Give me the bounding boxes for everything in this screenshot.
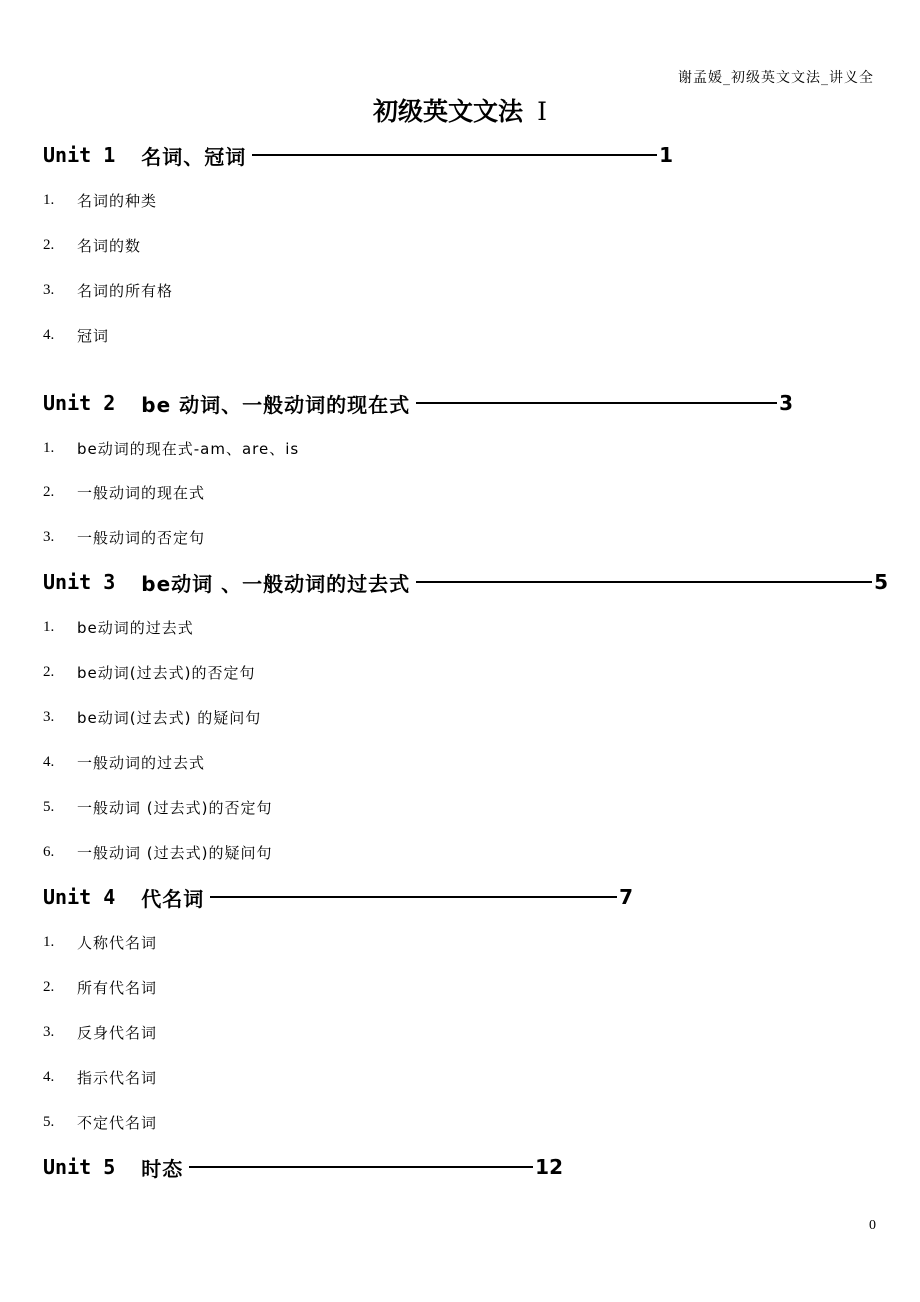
- unit-number: Unit 3: [43, 570, 116, 594]
- item-index: 4.: [43, 326, 55, 343]
- item-index: 1.: [43, 618, 55, 635]
- toc-item: [43, 840, 272, 864]
- unit-name: be动词 、一般动词的过去式: [141, 571, 411, 596]
- leader-line: [189, 1166, 533, 1168]
- toc-item: [43, 480, 205, 504]
- item-index: 3.: [43, 1023, 55, 1040]
- leader-line: [416, 581, 872, 583]
- unit-heading: [43, 882, 633, 912]
- unit-heading: [43, 1152, 563, 1182]
- toc-item: [43, 795, 272, 819]
- page-number: 0: [869, 1218, 876, 1233]
- unit-page-number: 1: [659, 143, 673, 167]
- toc-item: [43, 930, 157, 954]
- leader-line: [416, 402, 777, 404]
- item-text: 名词的种类: [77, 191, 158, 210]
- item-index: 4.: [43, 1068, 55, 1085]
- item-text: 指示代名词: [77, 1068, 158, 1087]
- unit-name: 代名词: [141, 886, 205, 911]
- toc-item: [43, 233, 141, 257]
- toc-item: [43, 1065, 157, 1089]
- toc-item: [43, 278, 173, 302]
- unit-number: Unit 4: [43, 885, 116, 909]
- item-index: 2.: [43, 483, 55, 500]
- document-title: [0, 92, 920, 128]
- item-text: 名词的数: [77, 236, 142, 255]
- item-text: 一般动词的过去式: [77, 753, 206, 772]
- toc-item: [43, 188, 157, 212]
- item-text: 一般动词的现在式: [77, 483, 206, 502]
- item-text: 一般动词 (过去式)的否定句: [77, 798, 273, 817]
- unit-page-number: 3: [779, 391, 793, 415]
- unit-name: 名词、冠词: [141, 144, 247, 169]
- item-text: 冠词: [77, 326, 110, 345]
- toc-item: [43, 975, 157, 999]
- unit-heading: [43, 567, 888, 597]
- item-text: 反身代名词: [77, 1023, 158, 1042]
- unit-name: 时态: [141, 1156, 184, 1181]
- item-index: 1.: [43, 439, 55, 456]
- item-text: 名词的所有格: [77, 281, 174, 300]
- item-index: 3.: [43, 528, 55, 545]
- item-text: 不定代名词: [77, 1113, 158, 1132]
- item-text: be动词(过去式)的否定句: [77, 663, 256, 682]
- item-index: 2.: [43, 663, 55, 680]
- item-text: 人称代名词: [77, 933, 158, 952]
- toc-item: [43, 436, 299, 460]
- toc-item: [43, 323, 109, 347]
- leader-line: [210, 896, 617, 898]
- item-index: 1.: [43, 933, 55, 950]
- toc-item: [43, 705, 261, 729]
- unit-number: Unit 2: [43, 391, 116, 415]
- running-header: 谢孟媛_初级英文文法_讲义全: [678, 70, 874, 86]
- item-index: 6.: [43, 843, 55, 860]
- leader-line: [252, 154, 657, 156]
- item-index: 2.: [43, 978, 55, 995]
- unit-page-number: 5: [874, 570, 888, 594]
- item-text: 一般动词的否定句: [77, 528, 206, 547]
- item-index: 3.: [43, 281, 55, 298]
- item-text: be动词的现在式-am、are、is: [77, 439, 300, 458]
- item-index: 5.: [43, 798, 55, 815]
- toc-item: [43, 615, 194, 639]
- item-text: 一般动词 (过去式)的疑问句: [77, 843, 273, 862]
- toc-item: [43, 660, 255, 684]
- unit-number: Unit 5: [43, 1155, 116, 1179]
- item-index: 5.: [43, 1113, 55, 1130]
- unit-page-number: 12: [535, 1155, 563, 1179]
- title-text: 初级英文文法: [373, 97, 524, 126]
- toc-item: [43, 750, 205, 774]
- item-index: 2.: [43, 236, 55, 253]
- unit-heading: [43, 388, 793, 418]
- unit-number: Unit 1: [43, 143, 116, 167]
- item-text: 所有代名词: [77, 978, 158, 997]
- toc-item: [43, 1020, 157, 1044]
- item-index: 4.: [43, 753, 55, 770]
- item-index: 3.: [43, 708, 55, 725]
- toc-item: [43, 525, 205, 549]
- item-text: be动词的过去式: [77, 618, 194, 637]
- unit-page-number: 7: [619, 885, 633, 909]
- unit-name: be 动词、一般动词的现在式: [141, 392, 411, 417]
- unit-heading: [43, 140, 673, 170]
- item-text: be动词(过去式) 的疑问句: [77, 708, 262, 727]
- title-roman-numeral: Ⅰ: [537, 97, 547, 126]
- item-index: 1.: [43, 191, 55, 208]
- toc-item: [43, 1110, 157, 1134]
